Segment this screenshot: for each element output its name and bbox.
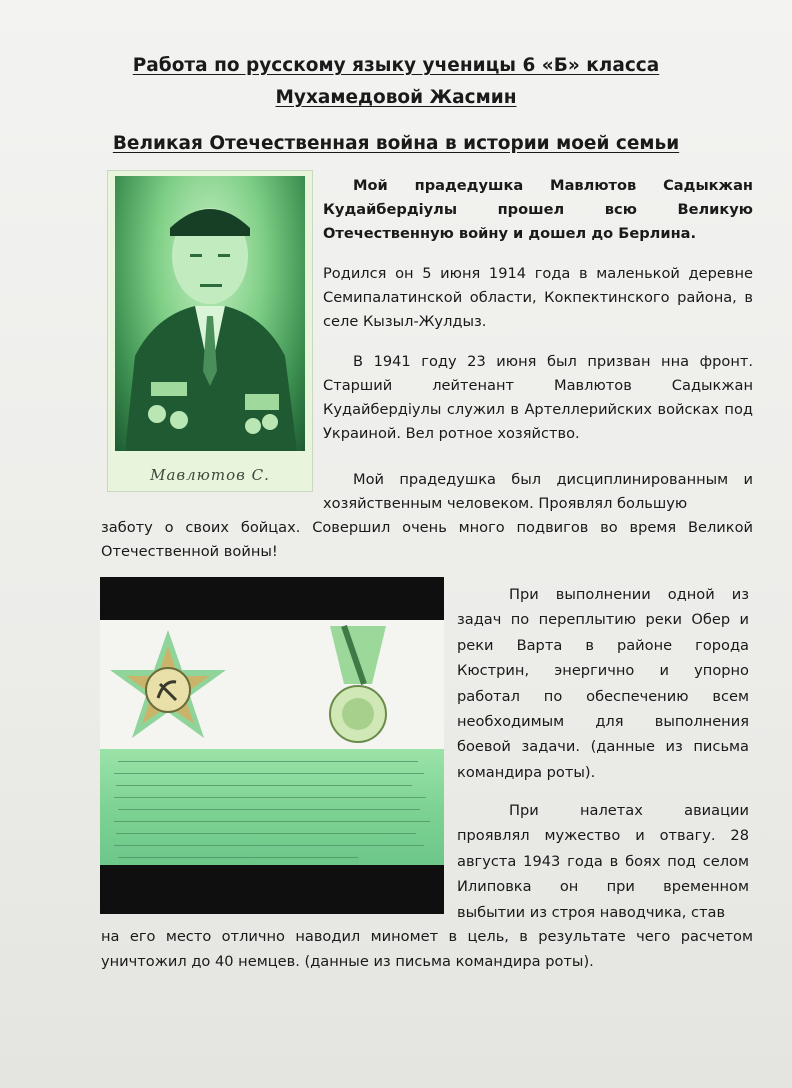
portrait-drawing — [115, 176, 305, 451]
paragraph-service: В 1941 году 23 июня был призван нна фронт. Старший лейтенант Мавлютов Садыкжан Кудайбердіулы служил в Артеллерийских войсках под Украиной. Вел ротное хозяйство. — [323, 353, 753, 442]
medals-drawing — [100, 620, 444, 750]
portrait-caption: Мавлютов С. — [150, 466, 270, 484]
title-line-2: Мухамедовой Жасмин — [275, 87, 517, 108]
paragraph-character-end: заботу о своих бойцах. Совершил очень много подвигов во время Великой Отечественной войны! — [101, 519, 753, 560]
black-bar-bottom — [100, 865, 444, 914]
paragraph-intro: Мой прадедушка Мавлютов Садыкжан Кудайбердіулы прошел всю Великую Отечественную войну и дошел до Берлина. — [323, 177, 753, 242]
paragraph-bravery-end: на его место отлично наводил миномет в цель, в результате чего расчетом уничтожил до 40 немцев. (данные из письма командира роты). — [101, 928, 753, 971]
black-bar-top — [100, 577, 444, 620]
portrait-image — [115, 176, 305, 451]
title-line-1: Работа по русскому языку ученицы 6 «Б» класса — [132, 55, 660, 76]
commander-letter-image — [100, 749, 444, 865]
paragraph-bravery-start: При налетах авиации проявлял мужество и отвагу. 28 августа 1943 года в боях под селом Илиповка он при временном выбытии из строя наводчика, став — [457, 802, 749, 921]
paragraph-river-crossing: При выполнении одной из задач по переплытию реки Обер и реки Варта в районе города Кюстрин, энергично и упорно работал по обеспечению всем необходимым для выполнения боевой задачи. (данные из письма командира роты). — [457, 586, 749, 781]
subtitle: Великая Отечественная война в истории моей семьи — [112, 133, 680, 154]
medals-and-letter-image — [100, 577, 444, 914]
order-star-icon — [110, 630, 226, 738]
medal-icon — [330, 626, 386, 742]
portrait-photo — [107, 170, 313, 492]
paragraph-birth: Родился он 5 июня 1914 года в маленькой деревне Семипалатинской области, Кокпектинского района, в селе Кызыл-Жулдыз. — [323, 265, 753, 330]
paragraph-character-start: Мой прадедушка был дисциплинированным и хозяйственным человеком. Проявлял большую — [323, 471, 753, 512]
